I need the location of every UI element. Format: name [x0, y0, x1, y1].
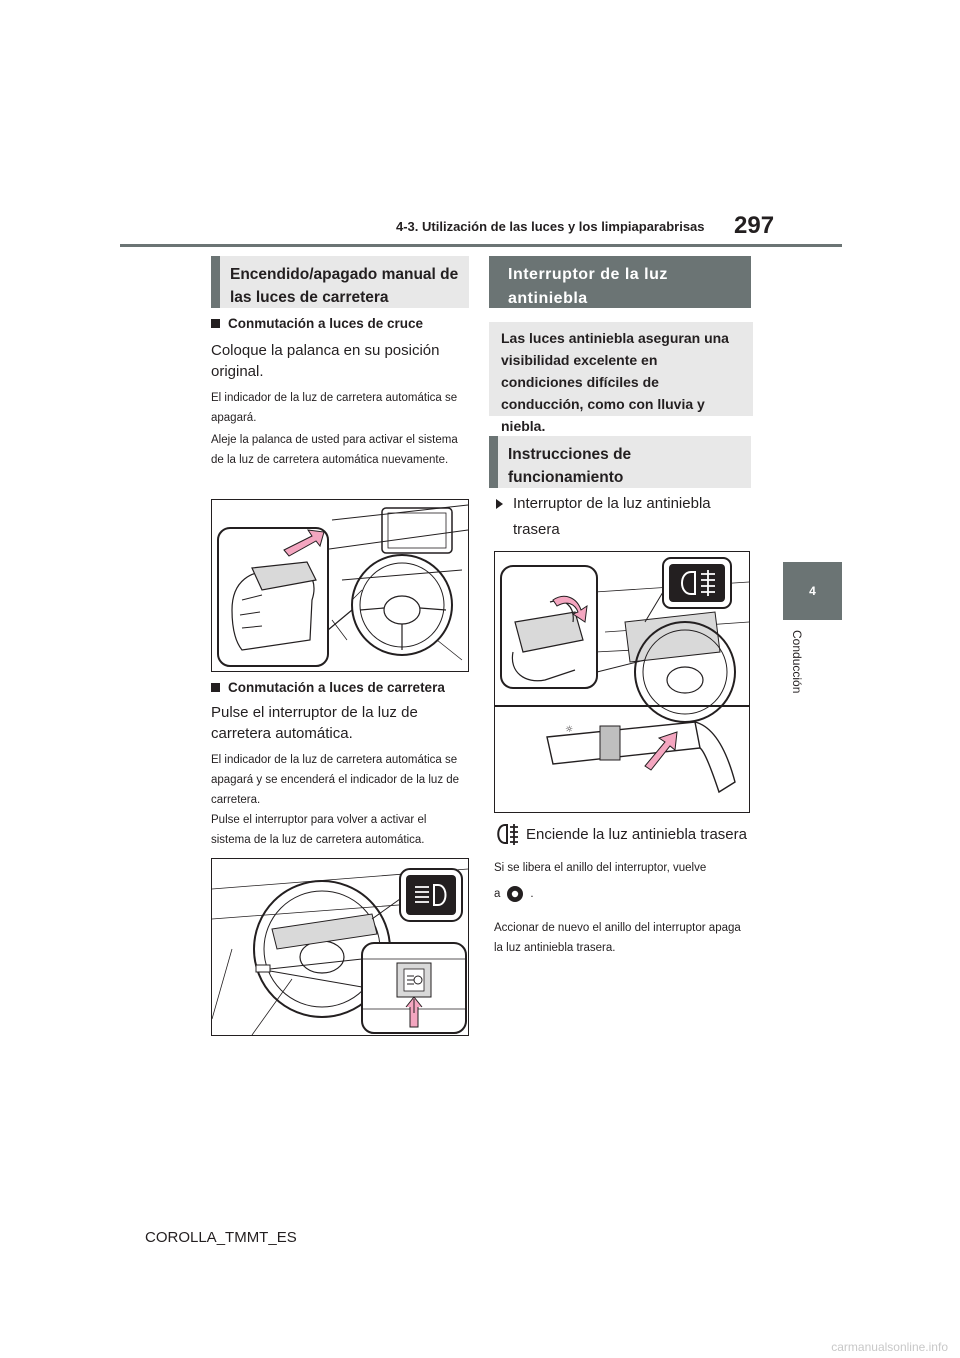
page-number: 297: [734, 212, 775, 239]
svg-text:☼: ☼: [565, 725, 574, 735]
square-bullet-icon: [211, 683, 220, 692]
again-note: Accionar de nuevo el anillo del interruptor apaga la luz antiniebla trasera.: [494, 922, 741, 954]
release-note-a: a: [494, 888, 501, 900]
chapter-label-wrap: [788, 630, 804, 720]
chapter-number: 4: [809, 584, 816, 598]
high-beam-note-1: El indicador de la luz de carretera automática se apagará y se encenderá el indicador de la luz de carretera.: [211, 754, 460, 806]
model-code: COROLLA_TMMT_ES: [145, 1229, 297, 1246]
low-beam-subheading: [211, 316, 471, 331]
fog-light-intro-text: Las luces antiniebla aseguran una visibilidad excelente en condiciones difíciles de conducción, como con lluvia y niebla.: [501, 330, 729, 434]
low-beam-note-1: El indicador de la luz de carretera automática se apagará.: [211, 392, 458, 424]
fog-switch-illustration: [494, 551, 750, 813]
low-beam-subheading-text: Conmutación a luces de cruce: [228, 316, 424, 331]
icon-caption-row: [494, 822, 754, 846]
high-beam-subheading-text: Conmutación a luces de carretera: [228, 680, 445, 695]
section-title: 4-3. Utilización de las luces y los limpiaparabrisas: [396, 219, 705, 234]
fog-light-intro: [489, 322, 753, 434]
release-note-line2: [494, 884, 752, 904]
fog-light-heading: [489, 256, 751, 308]
chapter-label: Conducción: [790, 630, 804, 694]
watermark: carmanualsonline.info: [831, 1340, 948, 1354]
square-bullet-icon: [211, 319, 220, 328]
fog-light-heading-text: Interruptor de la luz antiniebla: [508, 266, 668, 307]
triangle-bullet-icon: [496, 499, 503, 509]
low-beam-instruction: Coloque la palanca en su posición original.: [211, 342, 440, 380]
lever-illustration: [211, 499, 469, 672]
high-beam-note-2: Pulse el interruptor para volver a activar el sistema de la luz de carretera automática.: [211, 814, 427, 846]
release-note-line1: Si se libera el anillo del interruptor, vuelve: [494, 862, 707, 874]
rear-fog-icon: [494, 822, 520, 846]
release-note-period: .: [530, 888, 534, 900]
rear-fog-item-text: Interruptor de la luz antiniebla trasera: [513, 495, 711, 538]
fog-switch-drawing: [495, 552, 749, 812]
operating-instructions-heading-text: Instrucciones de funcionamiento: [508, 446, 632, 486]
header-rule: [120, 244, 842, 247]
high-beam-subheading: [211, 680, 471, 695]
manual-high-beam-heading: [211, 256, 469, 308]
icon-caption-text: Enciende la luz antiniebla trasera: [526, 825, 747, 843]
switch-illustration: [211, 858, 469, 1036]
switch-drawing: [212, 859, 468, 1035]
low-beam-note-2: Aleje la palanca de usted para activar el sistema de la luz de carretera automática nuevamente.: [211, 434, 458, 466]
high-beam-instruction: Pulse el interruptor de la luz de carretera automática.: [211, 704, 418, 742]
chapter-tab: [783, 562, 842, 620]
lever-drawing: [212, 500, 468, 671]
operating-instructions-heading: [489, 436, 751, 488]
rear-fog-item: [496, 494, 748, 543]
manual-high-beam-heading-text: Encendido/apagado manual de las luces de carretera: [230, 266, 459, 306]
off-position-icon: [506, 885, 524, 903]
